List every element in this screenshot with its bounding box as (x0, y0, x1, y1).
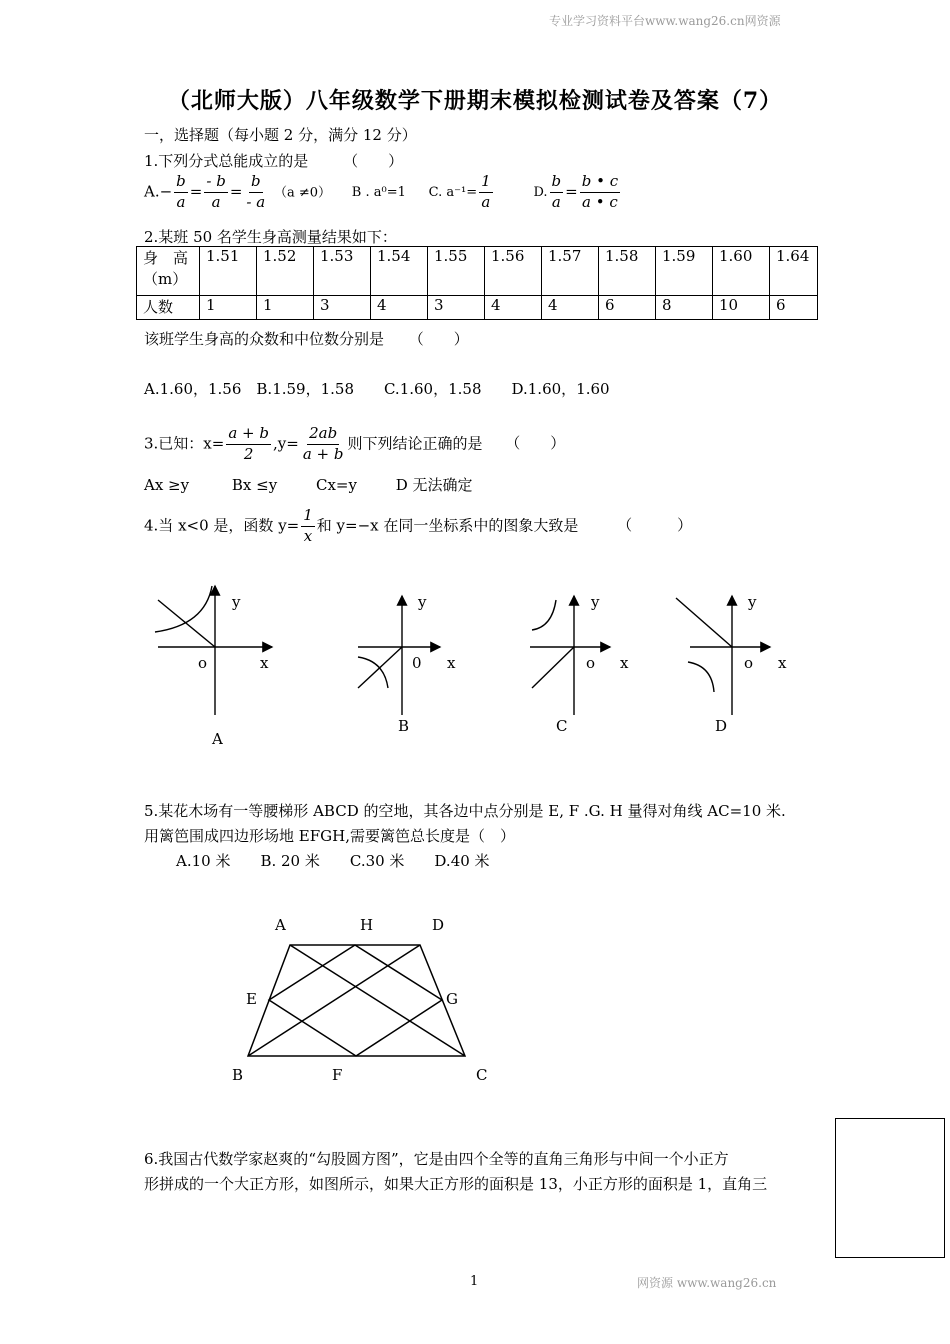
q3-options (144, 474, 473, 495)
point-label-g: G (446, 990, 458, 1008)
table-cell: 3 (428, 296, 485, 320)
table-cell: 1.64 (770, 247, 818, 296)
point-label-a: A (275, 916, 286, 934)
footer-watermark: 网资源 www.wang26.cn (637, 1276, 777, 1290)
graph-a (155, 586, 272, 715)
table-cell: 1 (200, 296, 257, 320)
axis-label-y: y (232, 593, 241, 611)
graph-label-b: B (398, 717, 410, 735)
table-header-cell: 身 高（m） (137, 247, 200, 296)
height-table (136, 246, 818, 320)
q2-question (144, 328, 469, 349)
fraction: $\frac{1}{x}$ (303, 506, 313, 545)
table-cell: 1.59 (656, 247, 713, 296)
origin-label: o (198, 654, 208, 672)
axis-label-y: y (591, 593, 600, 611)
q4-stem (144, 508, 692, 545)
point-label-b: B (232, 1066, 244, 1084)
q6-line2: 形拼成的一个大正方形，如图所示，如果大正方形的面积是 13，小正方形的面积是 1，直角三 (144, 1175, 768, 1193)
table-cell: 1.60 (713, 247, 770, 296)
q1-options: A.− $\frac{b}{a}$ = $\frac{- b}{a}$ = $\frac{b}{- a}$ （a ≠0） B . a⁰=1 C. a⁻¹= $\frac{1}{a}$ D. $\frac{b}{a}$ = $\frac{b • c}{a • c}$ (144, 172, 619, 211)
trapezoid-abcd (248, 945, 465, 1056)
q3-suffix: 则下列结论正确的是 (347, 434, 483, 453)
q3-stem (144, 426, 565, 463)
fraction: $\frac{a + b}{2}$ (228, 424, 269, 463)
header-watermark: 专业学习资料平台www.wang26.cn网资源 (549, 14, 781, 28)
q1-optA-cond: （a ≠0） (273, 185, 331, 201)
table-cell: 1.55 (428, 247, 485, 296)
q1-optA-prefix: A.− (144, 182, 173, 201)
table-cell: 1 (257, 296, 314, 320)
point-label-h: H (360, 916, 374, 934)
q1-paren: （ ） (343, 152, 404, 170)
fraction: $\frac{2ab}{a + b}$ (302, 424, 344, 463)
q3-optC: Cx=y (315, 476, 357, 494)
point-label-f: F (332, 1066, 343, 1084)
axis-label-x: x (260, 654, 269, 672)
q6-line1: 6.我国古代数学家赵爽的“勾股圆方图”，它是由四个全等的直角三角形与中间一个小正方 (144, 1150, 729, 1168)
q1-optD-prefix: D. (533, 185, 548, 201)
trapezoid-figure (220, 910, 500, 1090)
fraction: $\frac{- b}{a}$ (206, 172, 226, 211)
q3-optA: Ax ≥y (144, 476, 190, 494)
q3-optB: Bx ≤y (231, 476, 278, 494)
table-cell: 1.58 (599, 247, 656, 296)
q3-optD: D 无法确定 (395, 476, 473, 494)
table-cell: 1.57 (542, 247, 599, 296)
graph-d (676, 596, 770, 715)
origin-label: o (744, 654, 754, 672)
table-cell: 1.51 (200, 247, 257, 296)
table-cell: 10 (713, 296, 770, 320)
page-number: 1 (470, 1274, 479, 1289)
page-title: （北师大版）八年级数学下册期末模拟检测试卷及答案（7） (167, 88, 783, 114)
q1-optC-prefix: C. a⁻¹= (428, 185, 478, 201)
axis-label-y: y (418, 593, 427, 611)
q2-stem: 2.某班 50 名学生身高测量结果如下： (144, 228, 397, 246)
q4-suffix: 和 y=−x 在同一坐标系中的图象大致是 (316, 516, 579, 535)
q4-prefix: 4.当 x<0 是，函数 y= (144, 516, 300, 535)
q3-prefix: 3.已知：x= (144, 434, 225, 453)
section-heading: 一，选择题（每小题 2 分，满分 12 分） (144, 126, 417, 144)
graph-c (530, 596, 610, 715)
point-label-d: D (432, 916, 445, 934)
table-cell: 1.53 (314, 247, 371, 296)
table-cell: 1.54 (371, 247, 428, 296)
q2-options: A.1.60，1.56 B.1.59，1.58 C.1.60，1.58 D.1.60，1.60 (144, 380, 610, 398)
graph-label-a: A (212, 730, 223, 748)
fraction: $\frac{1}{a}$ (481, 172, 491, 211)
graph-b (358, 596, 440, 715)
q2-question-text: 该班学生身高的众数和中位数分别是 (144, 330, 385, 348)
fraction: $\frac{b • c}{a • c}$ (581, 172, 619, 211)
table-cell: 3 (314, 296, 371, 320)
axis-label-y: y (748, 593, 757, 611)
quadrilateral-efgh (269, 945, 442, 1056)
q4-graphs (0, 580, 950, 760)
figure-box (835, 1118, 945, 1258)
graph-label-d: D (715, 717, 728, 735)
axis-label-x: x (778, 654, 787, 672)
q3-paren: （ ） (505, 434, 566, 453)
axis-label-x: x (447, 654, 456, 672)
q1-stem (144, 150, 403, 171)
fraction: $\frac{b}{- a}$ (246, 172, 266, 211)
table-cell: 4 (485, 296, 542, 320)
q5-line2: 用篱笆围成四边形场地 EFGH,需要篱笆总长度是（ ） (144, 827, 515, 845)
graph-label-c: C (556, 717, 568, 735)
table-cell: 6 (770, 296, 818, 320)
table-row (137, 296, 818, 320)
table-cell: 4 (542, 296, 599, 320)
fraction: $\frac{b}{a}$ (176, 172, 186, 211)
table-cell: 1.56 (485, 247, 542, 296)
point-label-e: E (246, 990, 257, 1008)
q5-line1: 5.某花木场有一等腰梯形 ABCD 的空地，其各边中点分别是 E, F .G. H 量得对角线 AC=10 米. (144, 802, 786, 820)
q1-optB: B . a⁰=1 (351, 185, 406, 201)
diagonal-ac (290, 945, 465, 1056)
origin-label: 0 (412, 654, 422, 672)
q3-mid: ,y= (273, 434, 299, 453)
table-row (137, 247, 818, 296)
point-label-c: C (476, 1066, 488, 1084)
diagonal-bd (248, 945, 420, 1056)
q4-paren: （ ） (617, 516, 693, 535)
axis-label-x: x (620, 654, 629, 672)
q1-stem-text: 1.下列分式总能成立的是 (144, 152, 309, 170)
table-cell: 4 (371, 296, 428, 320)
table-header-cell: 人数 (137, 296, 200, 320)
fraction: $\frac{b}{a}$ (551, 172, 562, 211)
q2-paren: （ ） (408, 330, 469, 348)
q5-options: A.10 米 B. 20 米 C.30 米 D.40 米 (176, 852, 490, 870)
table-cell: 8 (656, 296, 713, 320)
table-cell: 6 (599, 296, 656, 320)
table-cell: 1.52 (257, 247, 314, 296)
origin-label: o (586, 654, 596, 672)
